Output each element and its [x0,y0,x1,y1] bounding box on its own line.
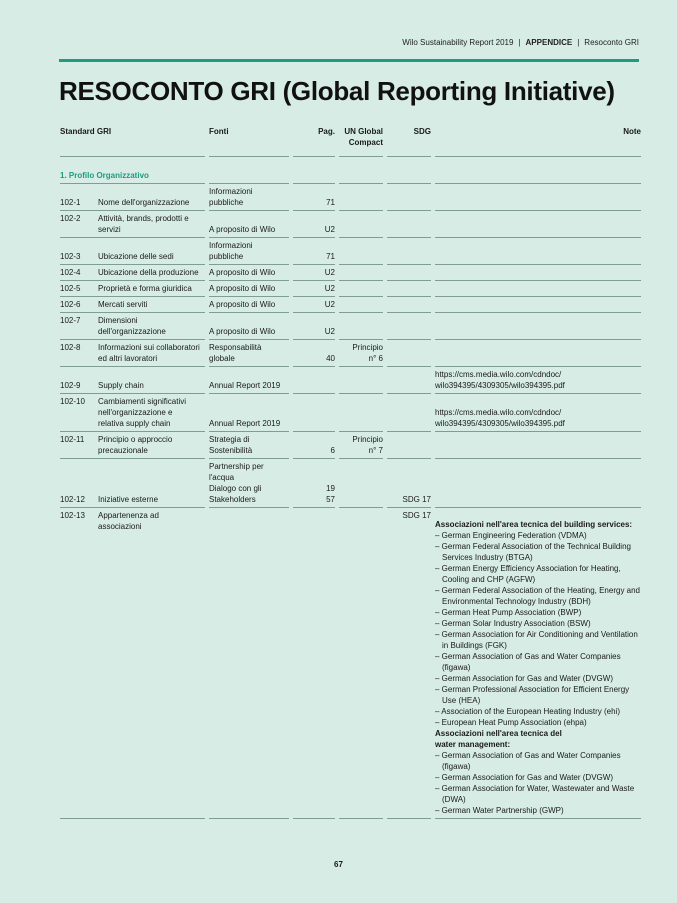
sdg-cell [387,184,431,211]
pag-cell: 71 [293,238,335,265]
fonti-cell: Informazioni pubbliche [209,238,289,265]
sdg-cell [387,238,431,265]
un-cell [339,367,383,394]
table-row [60,238,641,265]
gri-code: 102-5 [60,284,81,293]
table-row [60,394,641,432]
standard-cell [60,313,205,340]
association-list [435,510,641,816]
fonti-cell: A proposito di Wilo [209,281,289,297]
list-item: – German Association for Gas and Water (DVGW) [435,674,613,683]
list-item: – German Energy Efficiency Association for Heating, Cooling and CHP (AGFW) [435,564,621,584]
col-sdg: SDG [387,122,431,157]
gri-name: Iniziative esterne [98,495,159,504]
standard-cell [60,265,205,281]
standard-cell [60,508,205,819]
gri-name: Ubicazione della produzione [98,268,199,277]
gri-name: Principio o approccio precauzionale [98,435,173,455]
subsection-name: Resoconto GRI [584,38,639,47]
list-item: – Association of the European Heating Industry (ehi) [435,707,620,716]
pag-cell: U2 [293,281,335,297]
col-un-global-compact: UN Global Compact [339,122,383,157]
pag-cell: U2 [293,297,335,313]
report-name: Wilo Sustainability Report 2019 [402,38,514,47]
list-item: – German Solar Industry Association (BSW) [435,619,591,628]
list-item: – German Federal Association of the Heating, Energy and Environmental Technology Industry (BDH) [435,586,641,606]
table-row [60,432,641,459]
pag-cell: 71 [293,184,335,211]
list-item: – German Professional Association for Efficient Energy Use (HEA) [435,685,630,705]
un-cell: Principio n° 6 [339,340,383,367]
section-title: 1. Profilo Organizzativo [60,157,205,184]
standard-cell [60,297,205,313]
list-item: – German Association of Gas and Water Companies (figawa) [435,652,621,672]
gri-name: Appartenenza ad associazioni [98,511,159,531]
standard-cell [60,281,205,297]
un-cell [339,313,383,340]
col-standard: Standard GRI [60,122,205,157]
pag-cell: 19 57 [293,459,335,508]
sdg-cell [387,340,431,367]
pag-cell [293,367,335,394]
standard-cell [60,238,205,265]
un-cell [339,184,383,211]
fonti-cell: Partnership per l'acqua Dialogo con gli Stakeholders [209,459,289,508]
gri-code: 102-12 [60,495,85,504]
sdg-cell [387,367,431,394]
table-header-row [60,122,641,157]
gri-name: Attività, brands, prodotti e servizi [98,214,189,234]
un-cell: Principio n° 7 [339,432,383,459]
gri-name: Informazioni sui collaboratori ed altri lavoratori [98,343,200,363]
standard-cell [60,394,205,432]
list-item: – German Association for Gas and Water (DVGW) [435,773,613,782]
un-cell [339,265,383,281]
sdg-cell [387,265,431,281]
list-heading: Associazioni nell'area tecnica del water management: [435,729,562,749]
standard-cell [60,184,205,211]
gri-code: 102-6 [60,300,81,309]
gri-code: 102-8 [60,343,81,352]
table-row [60,281,641,297]
gri-name: Mercati serviti [98,300,148,309]
gri-code: 102-7 [60,316,81,325]
running-header: Wilo Sustainability Report 2019 | APPENDICE | Resoconto GRI [402,38,639,47]
sdg-cell [387,313,431,340]
table-row [60,211,641,238]
list-heading: Associazioni nell'area tecnica del building services: [435,520,633,529]
note-cell [435,211,641,238]
table-row [60,508,641,819]
table-row [60,313,641,340]
sdg-cell [387,281,431,297]
fonti-cell: A proposito di Wilo [209,211,289,238]
gri-code: 102-9 [60,381,81,390]
section-row [60,157,641,184]
gri-code: 102-1 [60,198,81,207]
note-cell [435,313,641,340]
gri-name: Dimensioni dell'organizzazione [98,316,166,336]
standard-cell [60,340,205,367]
col-note: Note [435,122,641,157]
table-row [60,184,641,211]
sdg-cell: SDG 17 [387,508,431,819]
gri-code: 102-11 [60,435,85,444]
pag-cell: 40 [293,340,335,367]
gri-table [56,122,645,819]
gri-code: 102-10 [60,397,85,406]
col-pag: Pag. [293,122,335,157]
gri-code: 102-4 [60,268,81,277]
table-row [60,367,641,394]
gri-name: Ubicazione delle sedi [98,252,174,261]
note-cell: https://cms.media.wilo.com/cdndoc/ wilo394395/4309305/wilo394395.pdf [435,394,641,432]
list-item: – German Heat Pump Association (BWP) [435,608,582,617]
table-row [60,297,641,313]
fonti-cell: Annual Report 2019 [209,394,289,432]
gri-name: Cambiamenti significativi nell'organizzazione e relativa supply chain [98,397,187,428]
note-cell [435,281,641,297]
list-item: – German Association of Gas and Water Companies (figawa) [435,751,621,771]
gri-name: Nome dell'organizzazione [98,198,190,207]
note-cell: https://cms.media.wilo.com/cdndoc/ wilo394395/4309305/wilo394395.pdf [435,367,641,394]
table-row [60,459,641,508]
gri-name: Supply chain [98,381,144,390]
sdg-cell [387,432,431,459]
un-cell [339,297,383,313]
pag-cell: U2 [293,265,335,281]
list-item: – German Association for Water, Wastewater and Waste (DWA) [435,784,635,804]
sdg-cell [387,297,431,313]
note-cell [435,459,641,508]
sdg-cell: SDG 17 [387,459,431,508]
list-item: – European Heat Pump Association (ehpa) [435,718,587,727]
note-cell [435,340,641,367]
header-rule [59,59,639,62]
un-cell [339,238,383,265]
pag-cell: 6 [293,432,335,459]
gri-name: Proprietà e forma giuridica [98,284,192,293]
pag-cell: U2 [293,211,335,238]
note-cell [435,184,641,211]
un-cell [339,281,383,297]
gri-code: 102-3 [60,252,81,261]
table-row [60,340,641,367]
col-fonti: Fonti [209,122,289,157]
pag-cell [293,508,335,819]
list-item: – German Association for Air Conditioning and Ventilation in Buildings (FGK) [435,630,638,650]
list-item: – German Water Partnership (GWP) [435,806,564,815]
fonti-cell: A proposito di Wilo [209,265,289,281]
list-item: – German Engineering Federation (VDMA) [435,531,587,540]
gri-code: 102-13 [60,511,85,520]
un-cell [339,211,383,238]
note-cell [435,508,641,819]
fonti-cell: Annual Report 2019 [209,367,289,394]
standard-cell [60,432,205,459]
note-cell [435,297,641,313]
fonti-cell: A proposito di Wilo [209,297,289,313]
page-number: 67 [334,860,343,869]
standard-cell [60,211,205,238]
standard-cell [60,459,205,508]
un-cell [339,394,383,432]
standard-cell [60,367,205,394]
fonti-cell: A proposito di Wilo [209,313,289,340]
pag-cell: U2 [293,313,335,340]
fonti-cell: Informazioni pubbliche [209,184,289,211]
gri-code: 102-2 [60,214,81,223]
note-cell [435,265,641,281]
page-title: RESOCONTO GRI (Global Reporting Initiative) [59,76,615,106]
note-cell [435,432,641,459]
sdg-cell [387,211,431,238]
list-item: – German Federal Association of the Technical Building Services Industry (BTGA) [435,542,631,562]
section-name: APPENDICE [525,38,573,47]
pag-cell [293,394,335,432]
table-row [60,265,641,281]
un-cell [339,459,383,508]
fonti-cell [209,508,289,819]
note-cell [435,238,641,265]
un-cell [339,508,383,819]
sdg-cell [387,394,431,432]
fonti-cell: Responsabilità globale [209,340,289,367]
fonti-cell: Strategia di Sostenibilità [209,432,289,459]
